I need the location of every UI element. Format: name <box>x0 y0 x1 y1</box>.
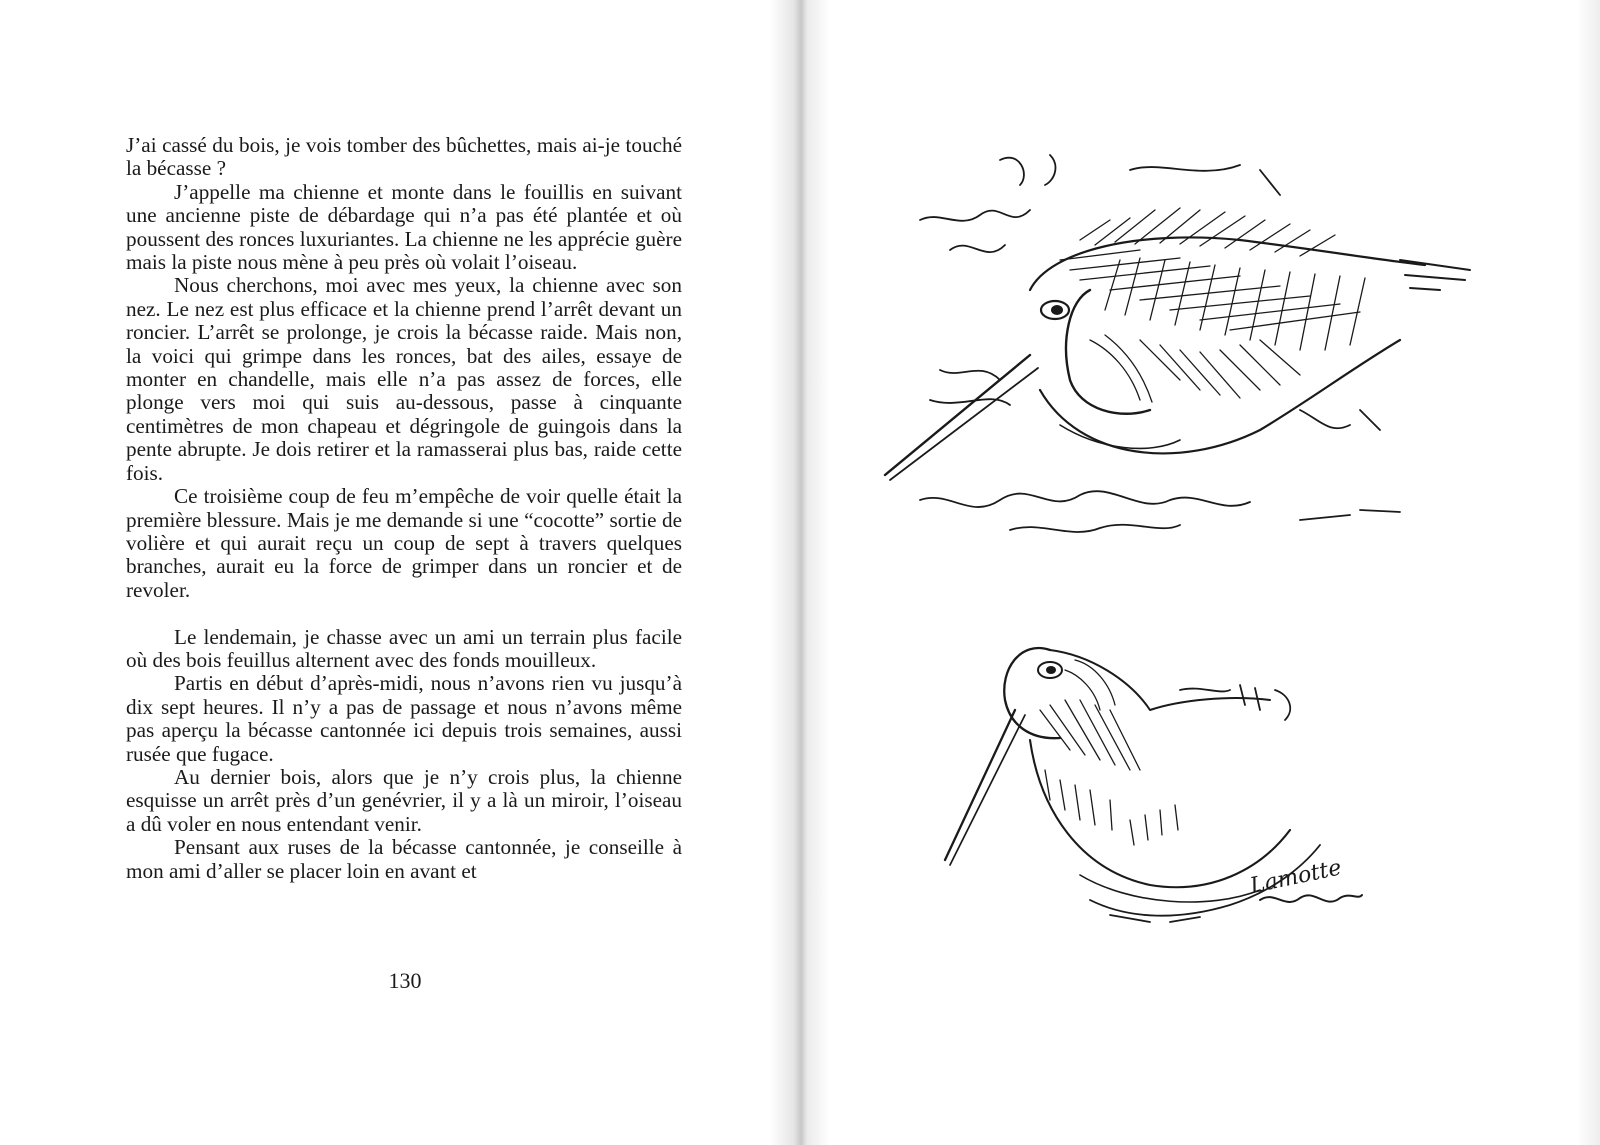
page-number: 130 <box>388 968 422 993</box>
artist-signature: Lamotte <box>1247 855 1344 900</box>
body-text <box>126 134 682 883</box>
paragraph: Pensant aux ruses de la bécasse cantonnée, je conseille à mon ami d’aller se placer loin en avant et <box>126 835 682 883</box>
left-page <box>0 0 790 1145</box>
paragraph: Au dernier bois, alors que je n’y crois plus, la chienne esquisse un arrêt près d’un genévrier, il y a là un miroir, l’oiseau a dû voler en nous entendant venir. <box>126 764 682 836</box>
paragraph: J’appelle ma chienne et monte dans le fouillis en suivant une ancienne piste de débardage qui n’a pas été plantée et où poussent des ronces luxuriantes. La chienne ne les apprécie guère mais la piste nous mène à peu près où volait l’oiseau. <box>126 179 682 275</box>
woodcock-sketch-sitting <box>930 630 1370 940</box>
book-gutter-shadow <box>770 0 830 1145</box>
paragraph: Le lendemain, je chasse avec un ami un terrain plus facile où des bois feuillus alternent avec des fonds mouilleux. <box>126 624 682 672</box>
page-edge-shadow <box>1576 0 1600 1145</box>
right-page <box>790 0 1600 1145</box>
paragraph: Partis en début d’après-midi, nous n’avons rien vu jusqu’à dix sept heures. Il n’y a pas de passage et nous n’avons même pas aperçu la bécasse cantonnée ici depuis trois semaines, aussi rusée que fugace. <box>126 671 682 766</box>
paragraph: Ce troisième coup de feu m’empêche de voir quelle était la première blessure. Mais je me demande si une “cocotte” sortie de volière et qui aurait reçu un coup de sept à travers quelques branches, aurait eu la force de grimper dans un roncier et de revoler. <box>126 484 682 602</box>
woodcock-sketch-resting <box>880 140 1480 570</box>
paragraph: J’ai cassé du bois, je vois tomber des bûchettes, mais ai-je touché la bécasse ? <box>126 133 682 181</box>
paragraph: Nous cherchons, moi avec mes yeux, la chienne avec son nez. Le nez est plus efficace et la chienne prend l’arrêt devant un roncier. L’arrêt se prolonge, je crois la bécasse raide. Mais non, la voici qui grimpe dans les ronces, bat des ailes, essaye de monter en chandelle, mais elle n’a pas assez de forces, elle plonge vers moi qui suis au-dessous, passe à cinquante centimètres de mon chapeau et dégringole de guingois dans la pente abrupte. Je dois retirer et la ramasserai plus bas, raide cette fois. <box>126 273 682 485</box>
